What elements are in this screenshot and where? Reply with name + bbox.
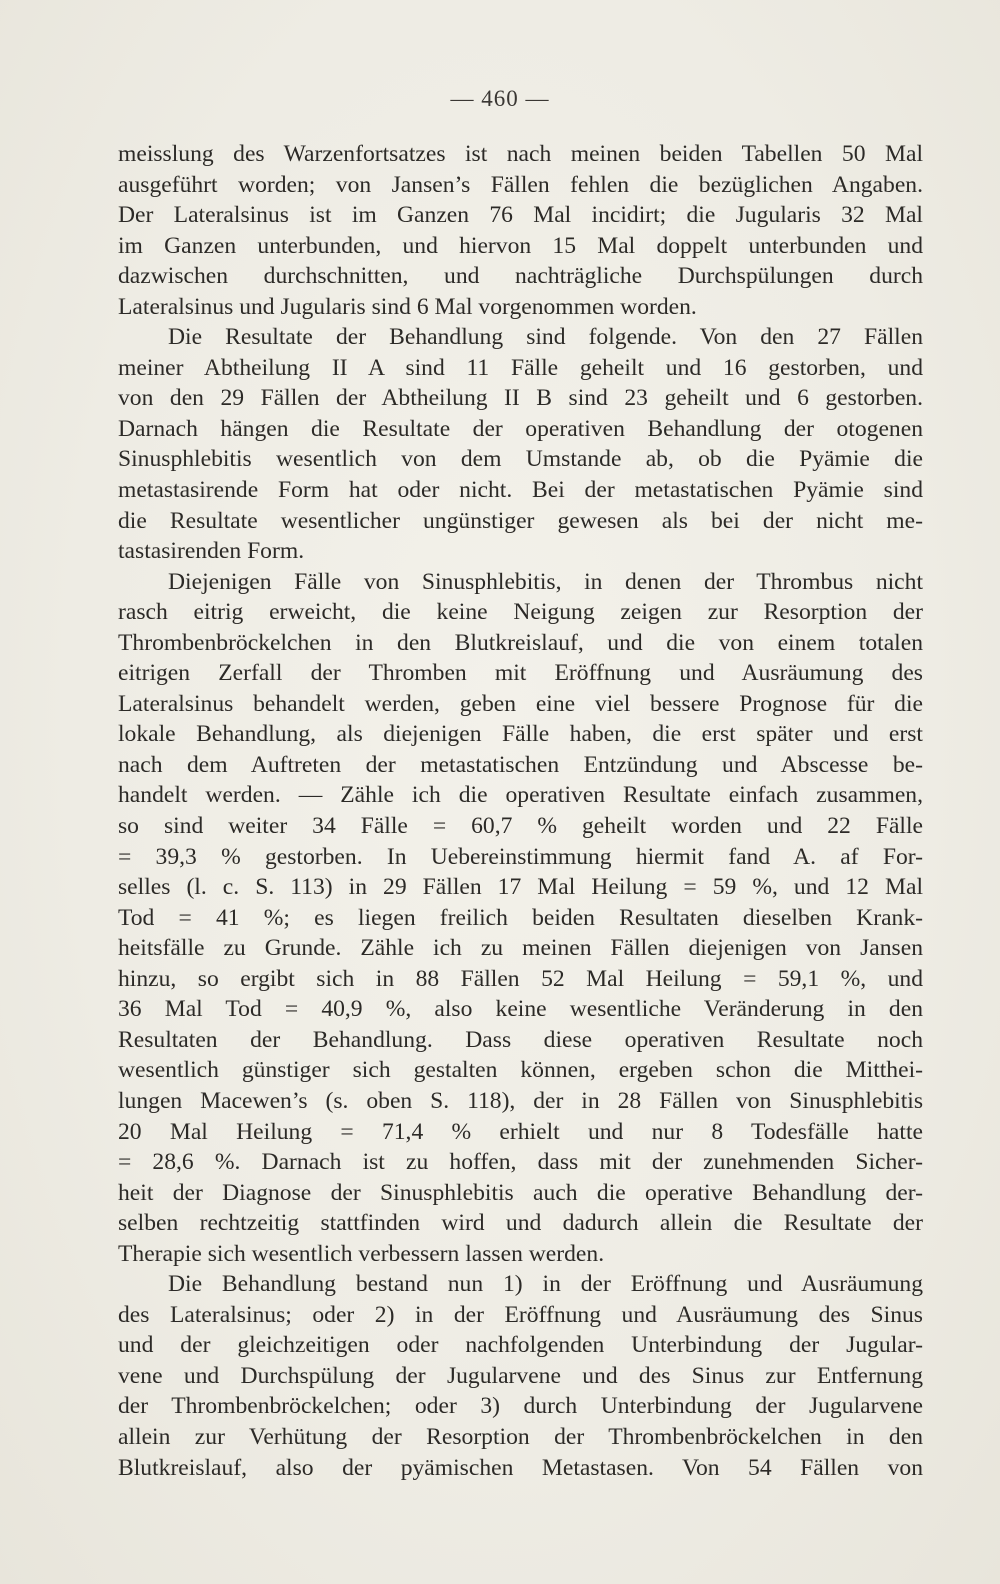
text-line: vene und Durchspülung der Jugularvene und des Sinus zur Entfernung [118, 1362, 923, 1389]
text-line: von den 29 Fällen der Abtheilung II B sind 23 geheilt und 6 gestorben. [118, 385, 923, 412]
text-line: allein zur Verhütung der Resorption der Thrombenbröckelchen in den [118, 1423, 923, 1450]
text-line: Der Lateralsinus ist im Ganzen 76 Mal incidirt; die Jugularis 32 Mal [118, 202, 923, 229]
text-line: wesentlich günstiger sich gestalten können, ergeben schon die Mitthei- [118, 1057, 923, 1084]
text-line: tastasirenden Form. [118, 538, 305, 565]
text-line: = 39,3 % gestorben. In Uebereinstimmung hiermit fand A. af For- [118, 843, 923, 870]
text-line: die Resultate wesentlicher ungünstiger gewesen als bei der nicht me- [118, 507, 923, 534]
text-line: Lateralsinus und Jugularis sind 6 Mal vorgenommen worden. [118, 293, 697, 320]
text-line: lungen Macewen’s (s. oben S. 118), der in 28 Fällen von Sinusphlebitis [118, 1087, 923, 1114]
text-line: Therapie sich wesentlich verbessern lassen werden. [118, 1240, 605, 1267]
text-line: hinzu, so ergibt sich in 88 Fällen 52 Mal Heilung = 59,1 %, und [118, 965, 923, 992]
text-line: Resultaten der Behandlung. Dass diese operativen Resultate noch [118, 1026, 923, 1053]
text-line: metastasirende Form hat oder nicht. Bei der metastatischen Pyämie sind [118, 477, 923, 504]
text-line: dazwischen durchschnitten, und nachträgliche Durchspülungen durch [118, 263, 923, 290]
text-line: des Lateralsinus; oder 2) in der Eröffnung und Ausräumung des Sinus [118, 1301, 923, 1328]
text-line: und der gleichzeitigen oder nachfolgenden Unterbindung der Jugular- [118, 1332, 923, 1359]
text-line: Die Behandlung bestand nun 1) in der Eröffnung und Ausräumung [168, 1271, 923, 1298]
text-line: so sind weiter 34 Fälle = 60,7 % geheilt worden und 22 Fälle [118, 813, 923, 840]
text-line: handelt werden. — Zähle ich die operativen Resultate einfach zusammen, [118, 782, 923, 809]
text-line: Thrombenbröckelchen in den Blutkreislauf, und die von einem totalen [118, 629, 923, 656]
text-line: Darnach hängen die Resultate der operativen Behandlung der otogenen [118, 415, 923, 442]
text-line: der Thrombenbröckelchen; oder 3) durch Unterbindung der Jugularvene [118, 1393, 923, 1420]
text-line: nach dem Auftreten der metastatischen Entzündung und Abscesse be- [118, 751, 923, 778]
text-line: Sinusphlebitis wesentlich von dem Umstande ab, ob die Pyämie die [118, 446, 923, 473]
text-line: rasch eitrig erweicht, die keine Neigung zeigen zur Resorption der [118, 599, 923, 626]
text-line: meisslung des Warzenfortsatzes ist nach meinen beiden Tabellen 50 Mal [118, 141, 923, 167]
text-line: lokale Behandlung, als diejenigen Fälle haben, die erst später und erst [118, 721, 923, 748]
text-line: ausgeführt worden; von Jansen’s Fällen fehlen die bezüglichen Angaben. [118, 171, 923, 198]
page-number: — 460 — [450, 86, 550, 111]
text-line: selles (l. c. S. 113) in 29 Fällen 17 Mal Heilung = 59 %, und 12 Mal [118, 874, 923, 901]
text-line: meiner Abtheilung II A sind 11 Fälle geheilt und 16 gestorben, und [118, 354, 923, 381]
text-line: im Ganzen unterbunden, und hiervon 15 Mal doppelt unterbunden und [118, 232, 923, 259]
text-line: Tod = 41 %; es liegen freilich beiden Resultaten dieselben Krank- [118, 904, 923, 931]
text-line: Die Resultate der Behandlung sind folgende. Von den 27 Fällen [168, 324, 923, 351]
text-line: heitsfälle zu Grunde. Zähle ich zu meinen Fällen diejenigen von Jansen [118, 935, 923, 962]
text-line: heit der Diagnose der Sinusphlebitis auch die operative Behandlung der- [118, 1179, 923, 1206]
text-line: Diejenigen Fälle von Sinusphlebitis, in denen der Thrombus nicht [168, 568, 923, 595]
text-line: Lateralsinus behandelt werden, geben eine viel bessere Prognose für die [118, 690, 923, 717]
text-line: = 28,6 %. Darnach ist zu hoffen, dass mit der zunehmenden Sicher- [118, 1149, 923, 1176]
text-line: Blutkreislauf, also der pyämischen Metastasen. Von 54 Fällen von [118, 1454, 923, 1481]
text-line: selben rechtzeitig stattfinden wird und dadurch allein die Resultate der [118, 1210, 923, 1237]
text-line: 36 Mal Tod = 40,9 %, also keine wesentliche Veränderung in den [118, 996, 923, 1023]
text-line: 20 Mal Heilung = 71,4 % erhielt und nur 8 Todesfälle hatte [118, 1118, 923, 1145]
body-text [118, 139, 923, 1483]
text-line: eitrigen Zerfall der Thromben mit Eröffnung und Ausräumung des [118, 660, 923, 687]
